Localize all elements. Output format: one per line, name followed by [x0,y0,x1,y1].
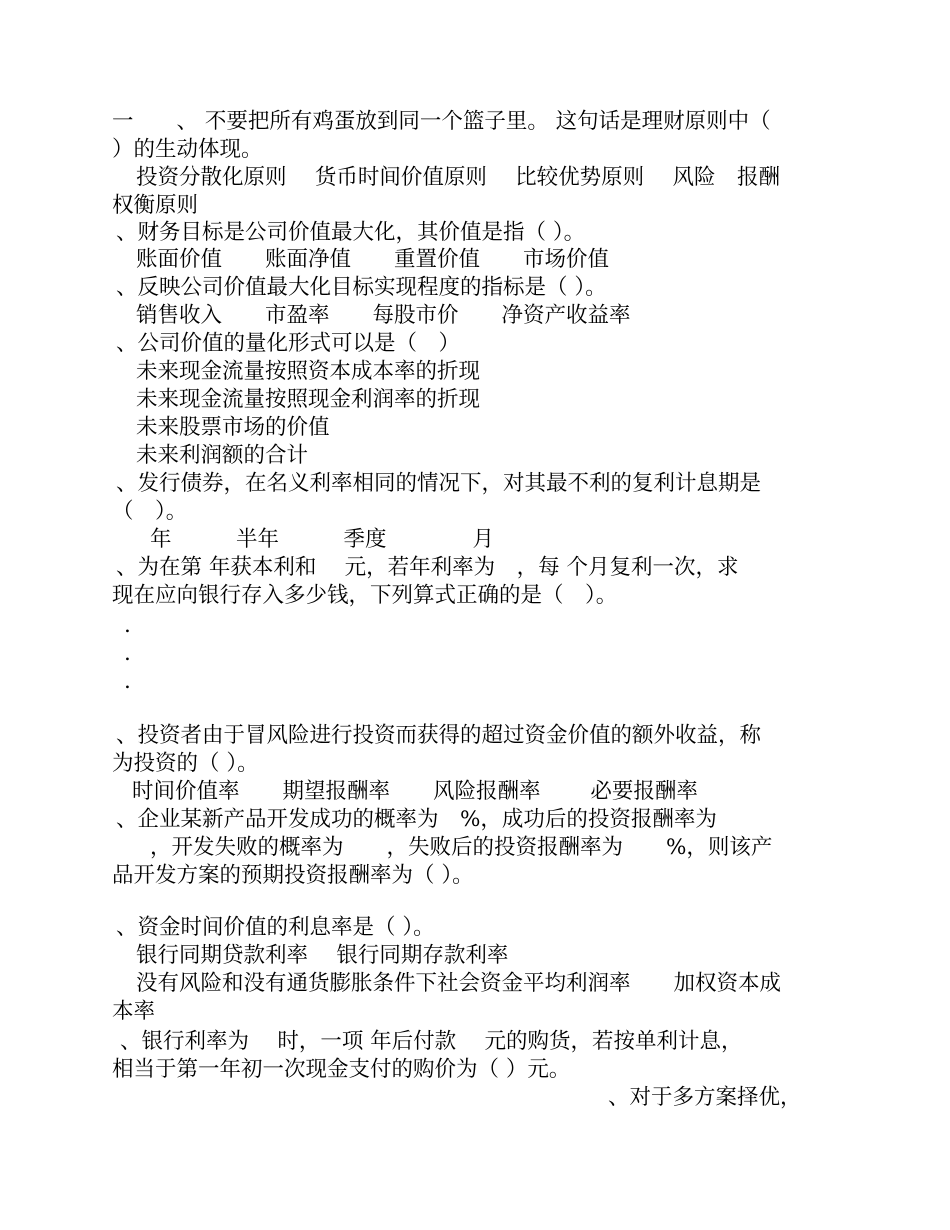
text-line-26: ，开发失败的概率为 ，失败后的投资报酬率为 %，则该产 [150,835,773,860]
text-line-21: . [124,669,131,694]
text-line-4: 权衡原则 [112,193,199,218]
text-line-25: 、企业某新产品开发成功的概率为 %，成功后的投资报酬率为 [116,807,717,832]
text-line-13: 未来利润额的合计 [136,443,309,468]
text-line-20: . [124,641,131,666]
text-line-2: ）的生动体现。 [112,137,263,162]
text-line-34: 、对于多方案择优， [608,1085,802,1110]
text-line-23: 为投资的（ ）。 [112,751,259,776]
text-line-30: 没有风险和没有通货膨胀条件下社会资金平均利润率 加权资本成 [136,971,782,996]
text-line-17: 、为在第 年获本利和 元，若年利率为 ，每 个月复利一次，求 [116,555,739,580]
text-line-8: 销售收入 市盈率 每股市价 净资产收益率 [136,303,631,328]
text-line-10: 未来现金流量按照资本成本率的折现 [136,359,481,384]
text-line-33: 相当于第一年初一次现金支付的购价为（ ）元。 [112,1057,571,1082]
text-line-29: 银行同期贷款利率 银行同期存款利率 [136,943,509,968]
text-line-18: 现在应向银行存入多少钱，下列算式正确的是（ ）。 [112,583,618,608]
text-line-5: 、财务目标是公司价值最大化，其价值是指（ ）。 [116,220,586,245]
text-line-7: 、反映公司价值最大化目标实现程度的指标是（ ）。 [116,275,607,300]
text-line-14: 、发行债券，在名义利率相同的情况下，对其最不利的复利计息期是 [116,471,762,496]
text-line-6: 账面价值 账面净值 重置价值 市场价值 [136,247,610,272]
text-line-11: 未来现金流量按照现金利润率的折现 [136,387,481,412]
text-line-24: 时间价值率 期望报酬率 风险报酬率 必要报酬率 [132,779,698,804]
text-line-9: 、公司价值的量化形式可以是（ ） [116,331,461,356]
text-line-12: 未来股票市场的价值 [136,415,330,440]
text-line-31: 本率 [112,999,156,1024]
text-line-3: 投资分散化原则 货币时间价值原则 比较优势原则 风险 报酬 [136,165,781,190]
text-line-32: 、银行利率为 时，一项 年后付款 元的购货，若按单利计息， [120,1029,743,1054]
text-line-16: 年 半年 季度 月 [150,527,495,552]
text-line-15: （ ）。 [112,499,188,524]
text-line-28: 、资金时间价值的利息率是（ ）。 [116,915,435,940]
text-line-1: 一 、 不要把所有鸡蛋放到同一个篮子里。 这句话是理财原则中（ [112,109,771,134]
text-line-27: 品开发方案的预期投资报酬率为（ ）。 [112,863,474,888]
text-line-19: . [124,613,131,638]
text-line-22: 、投资者由于冒风险进行投资而获得的超过资金价值的额外收益，称 [116,723,762,748]
